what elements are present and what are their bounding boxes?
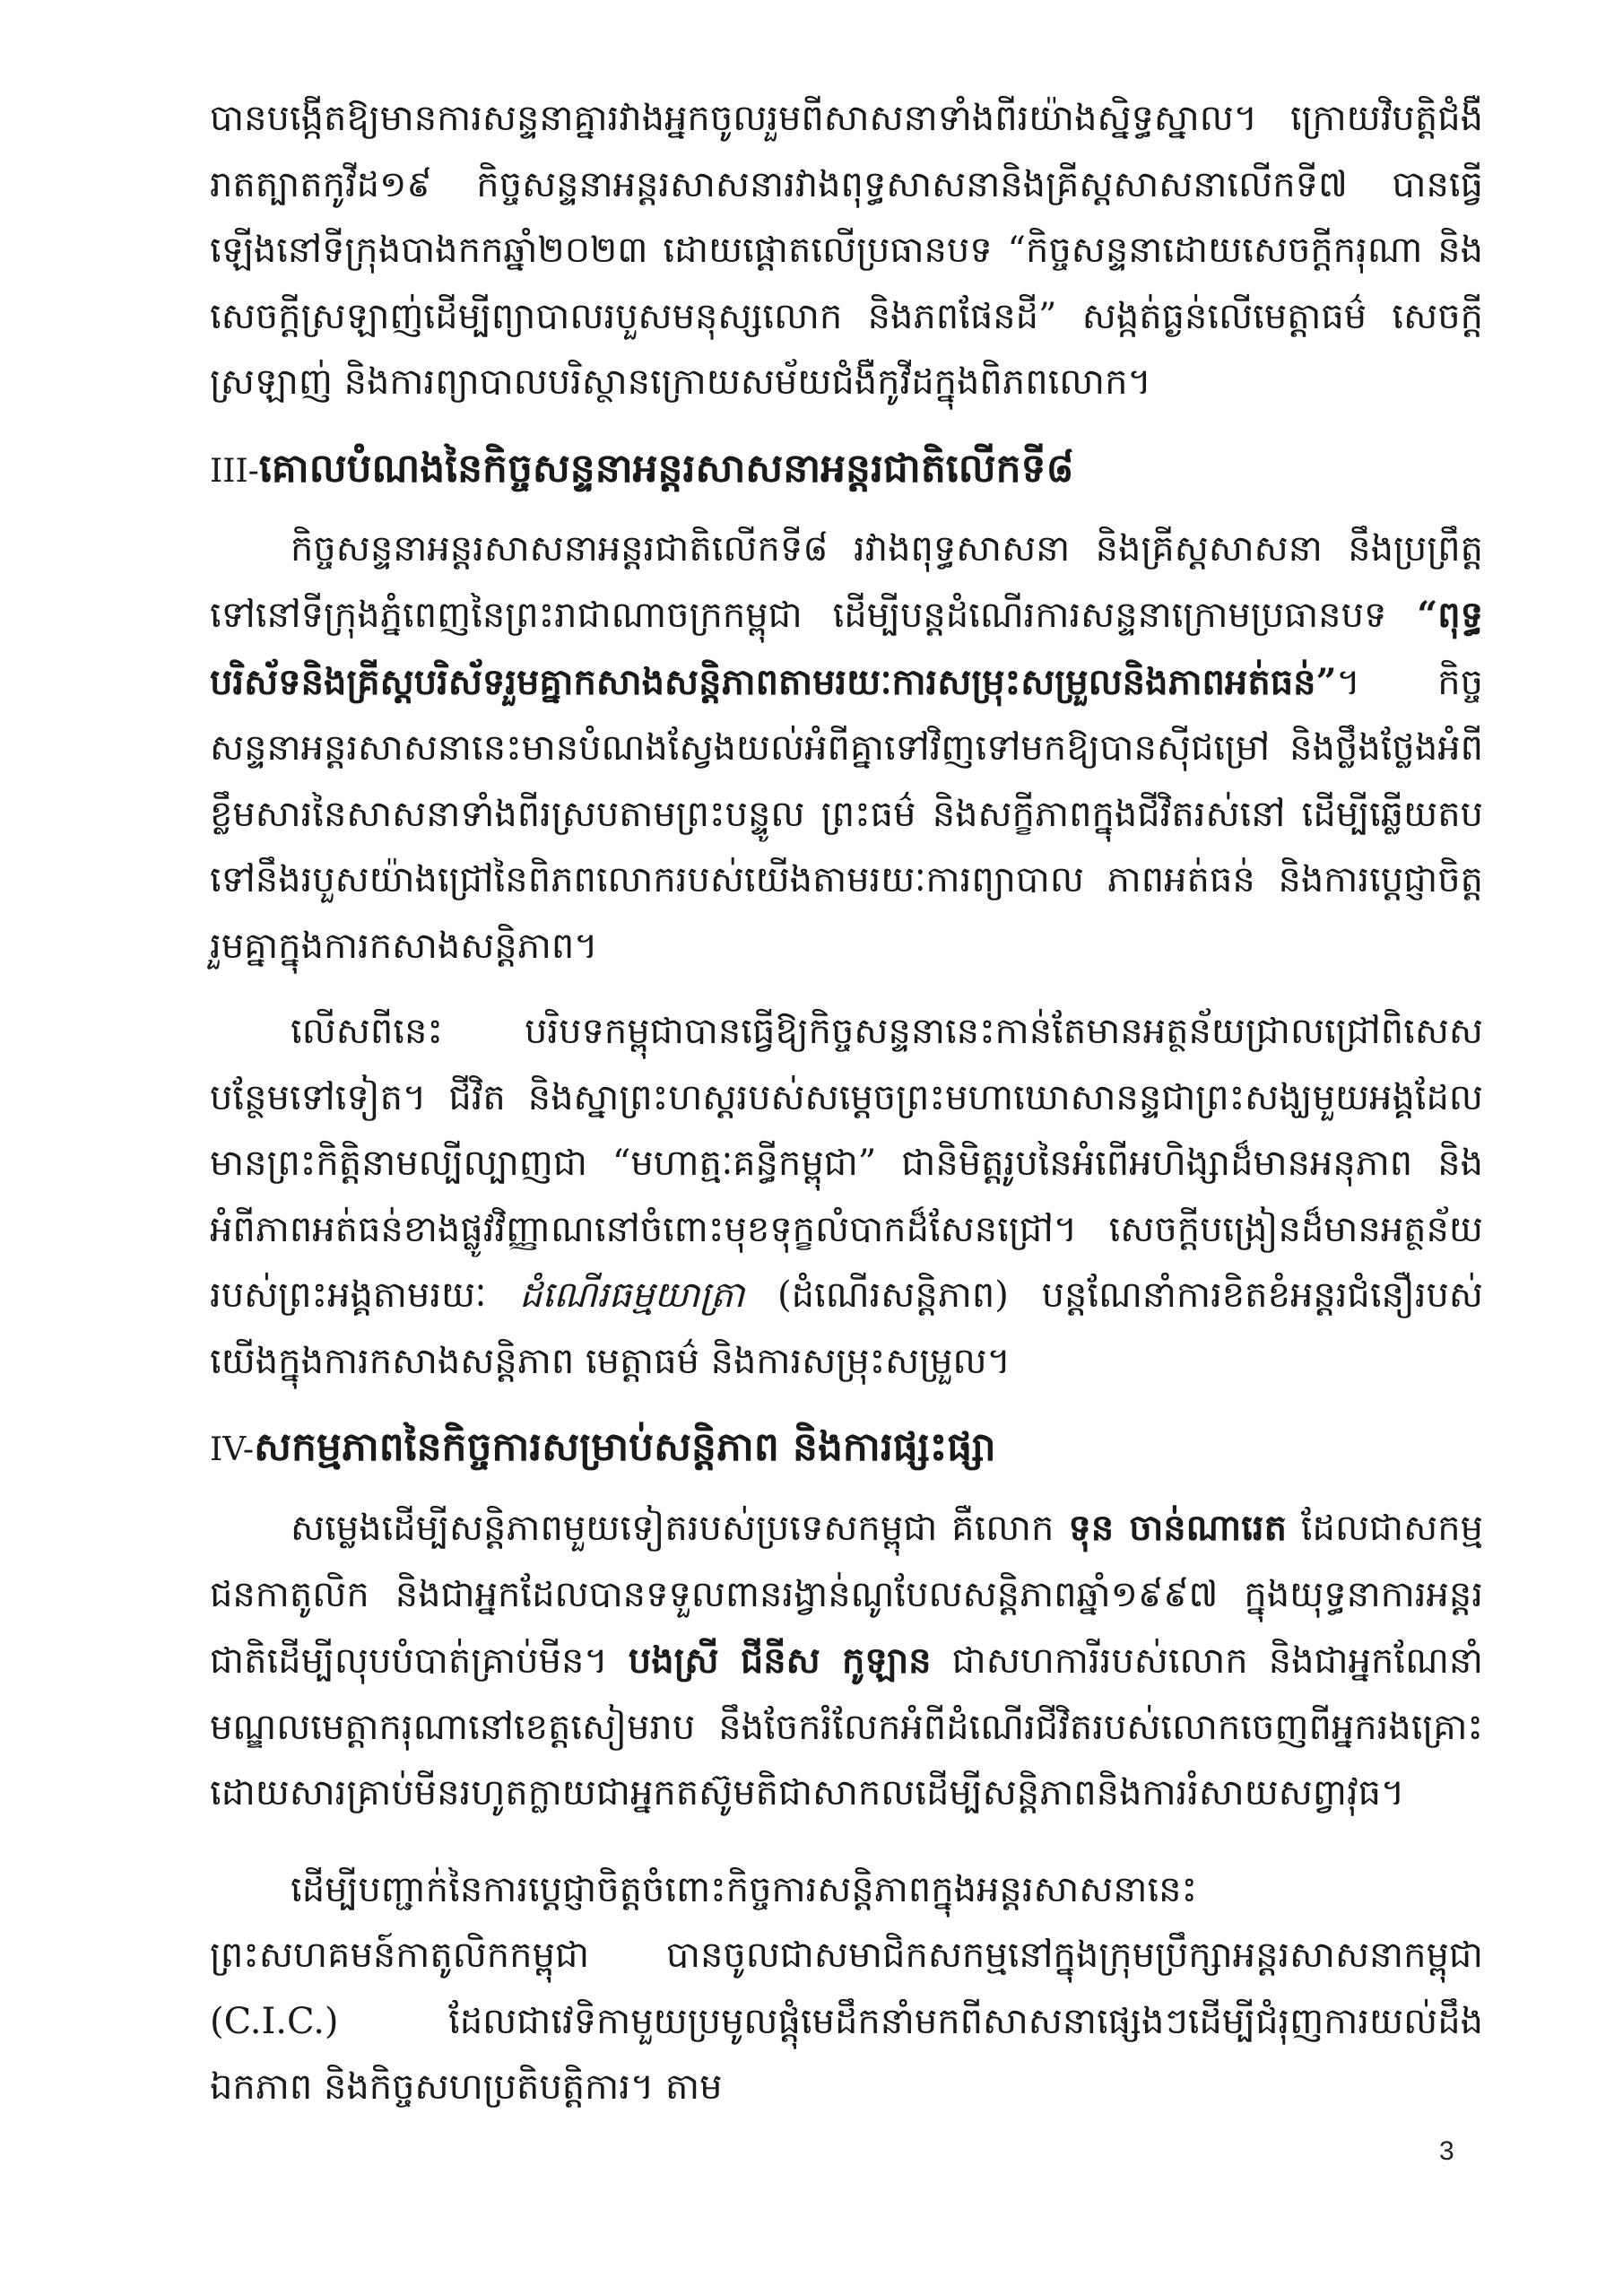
paragraph-text: ជាសហការីរបស់លោក និងជាអ្នកណែនាំមណ្ឌលមេត្តាករុណានៅខេត្តសៀមរាប នឹងចែករំលែកអំពីដំណើរជីវិតរបស់លោកចេញពីអ្នករងគ្រោះដោយសារគ្រាប់មីនរហូតក្លាយជាអ្នកតស៊ូមតិជាសាកលដើម្បីសន្តិភាពនិងការរំសាយសព្វាវុធ។: [210, 1640, 1484, 1813]
paragraph-text: ដើម្បីបញ្ជាក់នៃការប្តេជ្ញាចិត្តចំពោះកិច្ចការសន្តិភាពក្នុងអន្តរសាសនានេះ ព្រះសហគមន៍កាតូលិកកម្ពុជា បានចូលជាសមាជិកសកម្មនៅក្នុងក្រុមប្រឹក្សាអន្តរសាសនាកម្ពុជា (C.I.C.) ដែលជាវេទិកាមួយប្រមូលផ្តុំមេដឹកនាំមកពីសាសនាផ្សេងៗដើម្បីជំរុញការយល់ដឹង ឯកភាព និងកិច្ចសហប្រតិបត្តិការ។ តាម: [210, 1868, 1483, 2108]
paragraph-text: លើសពីនេះ បរិបទកម្ពុជាបានធ្វើឱ្យកិច្ចសន្ទនានេះកាន់តែមានអត្ថន័យជ្រាលជ្រៅពិសេសបន្ថែមទៅទៀត។ ជីវិត និងស្នាព្រះហស្តរបស់សម្តេចព្រះមហាឃោសានន្ទជាព្រះសង្ឃមួយអង្គដែលមានព្រះកិត្តិនាមល្បីល្បាញជា “មហាត្មៈគន្ធីកម្ពុជា” ជានិមិត្តរូបនៃអំពើអហិង្សាដ៏មានអនុភាព និងអំពីភាពអត់ធន់ខាងផ្លូវវិញ្ញាណនៅចំពោះមុខទុក្ខលំបាកដ៏សែនជ្រៅ។ សេចក្តីបង្រៀនដ៏មានអត្ថន័យរបស់ព្រះអង្គតាមរយៈ: [210, 1011, 1483, 1316]
section-heading-iii: [210, 436, 1483, 504]
section-number: IV-: [210, 1431, 255, 1468]
section-number: III-: [210, 452, 259, 490]
section-heading-iv: [210, 1414, 1483, 1483]
paragraph-text: (ដំណើរសន្តិភាព) បន្តណែនាំការខិតខំអន្តរជំនឿរបស់យើងក្នុងការកសាងសន្តិភាព មេត្តាធម៌ និងការសម្រុះសម្រួល។: [210, 1274, 1483, 1382]
paragraph-text: បានបង្កើតឱ្យមានការសន្ទនាគ្នារវាងអ្នកចូលរួមពីសាសនាទាំងពីរយ៉ាងស្និទ្ធស្នាល។ ក្រោយវិបត្តិជំងឺរាតត្បាតកូវីដ១៩ កិច្ចសន្ទនាអន្តរសាសនារវាងពុទ្ធសាសនានិងគ្រីស្តសាសនាលើកទី៧ បានធ្វើឡើងនៅទីក្រុងបាងកកឆ្នាំ២០២៣ ដោយផ្តោតលើប្រធានបទ “កិច្ចសន្ទនាដោយសេចក្តីករុណា និងសេចក្តីស្រឡាញ់ដើម្បីព្យាបាលរបួសមនុស្សលោក និងភពផែនដី” សង្កត់ធ្ងន់លើមេត្តាធម៌ សេចក្តីស្រឡាញ់ និងការព្យាបាលបរិស្ថានក្រោយសម័យជំងឺកូវីដក្នុងពិភពលោក។: [210, 98, 1483, 403]
paragraph-cambodian-context: [210, 999, 1483, 1395]
section-title: គោលបំណងនៃកិច្ចសន្ទនាអន្តរសាសនាអន្តរជាតិលើកទី៨: [258, 445, 1074, 491]
paragraph-interfaith-council: [210, 1857, 1483, 2121]
paragraph-intro-continued: [210, 86, 1483, 416]
paragraph-objectives: [210, 517, 1483, 980]
paragraph-text: កិច្ចសន្ទនាអន្តរសាសនាអន្តរជាតិលើកទី៨ រវាងពុទ្ធសាសនា និងគ្រីស្តសាសនា នឹងប្រព្រឹត្តទៅនៅទីក្រុងភ្នំពេញនៃព្រះរាជាណាចក្រកម្ពុជា ដើម្បីបន្តដំណើរការសន្ទនាក្រោមប្រធានបទ: [210, 527, 1483, 636]
paragraph-text: ដែលជាសកម្មជនកាតូលិក និងជាអ្នកដែលបានទទួលពានរង្វាន់ណូបែលសន្តិភាពឆ្នាំ១៩៩៧ ក្នុងយុទ្ធនាការអន្តរជាតិដើម្បីលុបបំបាត់គ្រាប់មីន។: [210, 1508, 1483, 1682]
dialogue-theme: “ពុទ្ធបរិស័ទនិងគ្រីស្តបរិស័ទរួមគ្នាកសាងសន្តិភាពតាមរយៈការសម្រុះសម្រួលនិងភាពអត់ធន់”: [210, 594, 1483, 703]
section-title: សកម្មភាពនៃកិច្ចការសម្រាប់សន្តិភាព និងការផ្សះផ្សា: [254, 1424, 996, 1470]
paragraph-peace-activists: [210, 1495, 1483, 1827]
paragraph-text: ។ កិច្ចសន្ទនាអន្តរសាសនានេះមានបំណងស្វែងយល់អំពីគ្នាទៅវិញទៅមកឱ្យបានស៊ីជម្រៅ និងថ្លឹងថ្លែងអំពីខ្លឹមសារនៃសាសនាទាំងពីរស្របតាមព្រះបន្ទូល ព្រះធម៌ និងសក្ខីភាពក្នុងជីវិតរស់នៅ ដើម្បីឆ្លើយតបទៅនឹងរបួសយ៉ាងជ្រៅនៃពិភពលោករបស់យើងតាមរយៈការព្យាបាល ភាពអត់ធន់ និងការប្តេជ្ញាចិត្តរួមគ្នាក្នុងការកសាងសន្តិភាព។: [210, 661, 1483, 967]
page-number: 3: [1439, 2136, 1454, 2166]
person-name: ទុន ចាន់ណារេត: [1068, 1507, 1287, 1549]
paragraph-text: សម្លេងដើម្បីសន្តិភាពមួយទៀតរបស់ប្រទេសកម្ពុជា គឺលោក: [291, 1508, 1069, 1549]
dhammayietra-term: ដំណើរធម្មយាត្រា: [519, 1274, 745, 1316]
person-name: បងស្រី ជីនីស កូឡាន: [628, 1639, 932, 1682]
